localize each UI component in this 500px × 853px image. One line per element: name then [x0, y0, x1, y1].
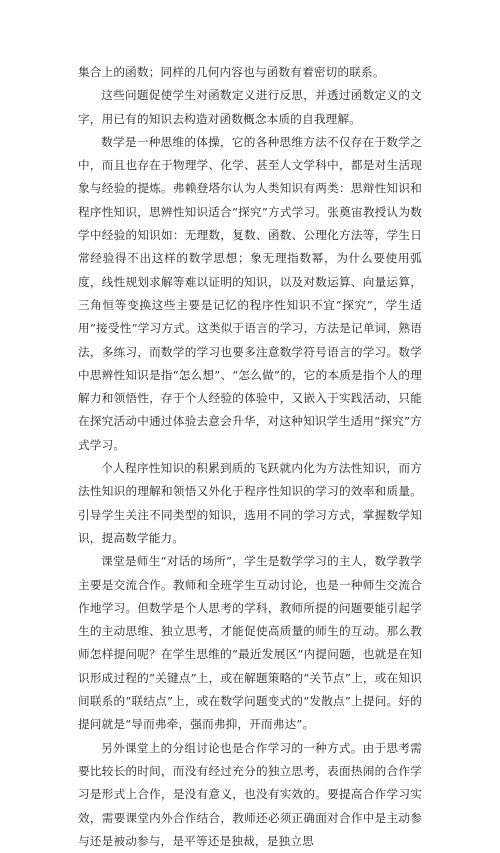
paragraph-4: 个人程序性知识的积累到质的飞跃就内化为方法性知识，而方法性知识的理解和领悟又外化于程序性知识的学习的效率和质量。引导学生关注不同类型的知识，选用不同的学习方式，掌握数学知识，提高数学能力。: [78, 461, 422, 545]
document-body: [78, 61, 422, 853]
paragraph-3: 数学是一种思维的体操，它的各种思维方法不仅存在于数学之中，而且也存在于物理学、化学、甚至人文学科中，都是对生活现象与经验的提炼。弗赖登塔尔认为人类知识有两类：思辩性知识和程序性知识，思辨性知识适合“探究”方式学习。张奠宙教授认为数学中经验的知识如：无理数，复数、函数、公理化方法等，学生日常经验得不出这样的数学思想；象无理指数幂，为什么要使用弧度，线性规划求解等难以证明的知识，以及对数运算、向量运算，三角恒等变换这些主要是记忆的程序性知识不宜“探究”，学生适用“接受性”学习方式。这类似于语言的学习，方法是记单词，熟语法，多练习，而数学的学习也要多注意数学符号语言的学习。数学中思辨性知识是指“怎么想”、“怎么做”的，它的本质是指个人的理解力和领悟性，存于个人经验的体验中，又嵌入于实践活动，只能在探究活动中通过体验去意会升华，对这种知识学生适用“探究”方式学习。: [78, 134, 422, 452]
paragraph-1: 集合上的函数；同样的几何内容也与函数有着密切的联系。: [78, 65, 385, 79]
paragraph-6: 另外课堂上的分组讨论也是合作学习的一种方式。由于思考需要比较长的时间，而没有经过充分的独立思考，表面热闹的合作学习是形式上合作，是没有意义，也没有实效的。要提高合作学习实效，需要课堂内外合作结合，教师还必须正确面对合作中是主动参与还是被动参与，是平等还是独裁，是独立思: [78, 740, 422, 848]
paragraph-5: 课堂是师生“对话的场所”，学生是数学学习的主人，数学教学主要是交流合作。教师和全班学生互动讨论，也是一种师生交流合作地学习。但数学是个人思考的学科，教师所提的问题要能引起学生的主动思维、独立思考，才能促使高质量的师生的互动。那么教师怎样提问呢？在学生思维的“最近发展区”内提问题，也就是在知识形成过程的“关键点”上，或在解题策略的“关节点”上，或在知识间联系的“联结点”上，或在数学问题变式的“发散点”上提问。好的提问就是“导而弗牵，强而弗抑，开而弗达”。: [78, 554, 422, 732]
paragraph-2: 这些问题促使学生对函数定义进行反思，并透过函数定义的文字，用已有的知识去构造对函数概念本质的自我理解。: [78, 88, 422, 126]
